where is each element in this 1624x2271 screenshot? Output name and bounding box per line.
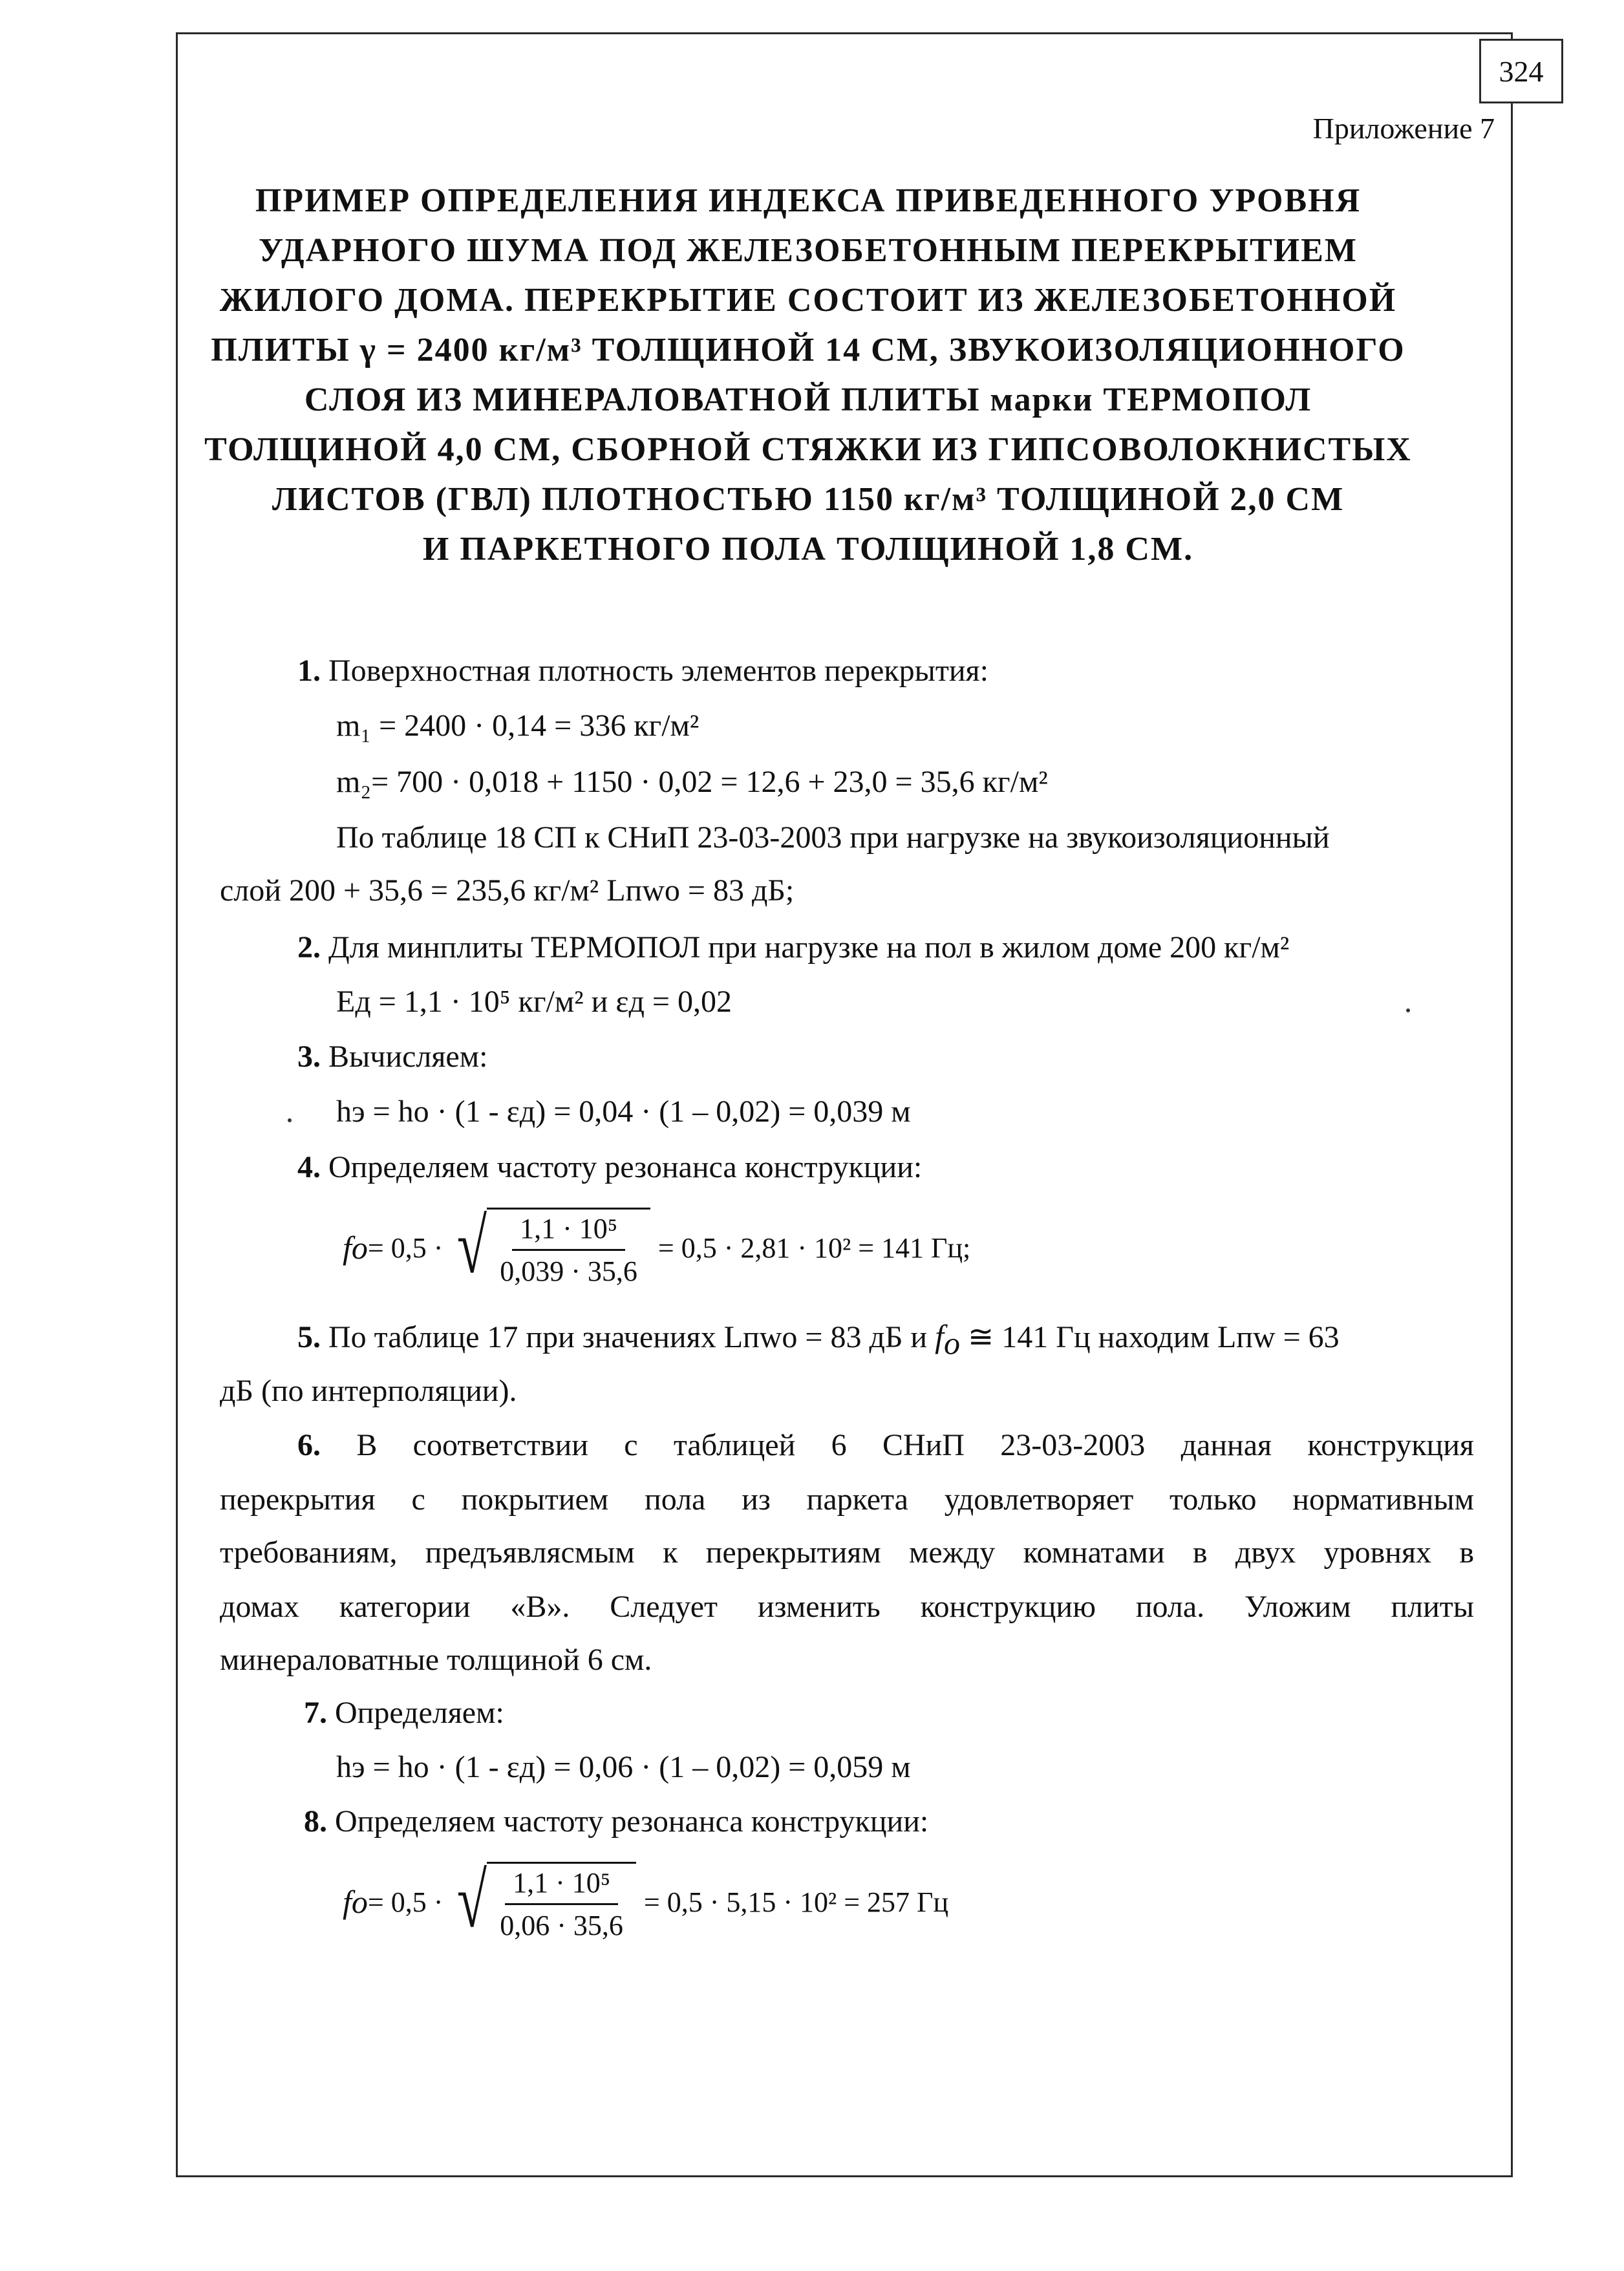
fraction	[487, 1862, 636, 1942]
scan-speck	[288, 1118, 292, 1122]
paragraph-line: домах категории «В». Следует изменить конструкцию пола. Уложим плиты	[220, 1590, 1474, 1624]
formula-result: = 0,5 · 5,15 · 10² = 257 Гц	[643, 1886, 948, 1918]
title-line: СЛОЯ ИЗ МИНЕРАЛОВАТНОЙ ПЛИТЫ марки ТЕРМОПОЛ	[304, 381, 1312, 418]
scan-speck	[1406, 1008, 1410, 1012]
item-3	[297, 1039, 487, 1074]
title-line: ПЛИТЫ γ = 2400 кг/м³ ТОЛЩИНОЙ 14 СМ, ЗВУКОИЗОЛЯЦИОННОГО	[211, 332, 1405, 368]
fraction	[487, 1208, 650, 1288]
formula-symbol: f	[343, 1884, 352, 1920]
item-text: По таблице 17 при значениях Lпwo = 83 дБ и	[321, 1320, 935, 1354]
formula-coefficient: = 0,5 ·	[367, 1231, 443, 1264]
item-5	[297, 1317, 1340, 1361]
item-number: 8.	[304, 1804, 327, 1839]
formula-h7: hэ = hо · (1 - εд) = 0,06 · (1 – 0,02) = 0,059 м	[336, 1750, 911, 1784]
item-4	[297, 1149, 922, 1185]
title-line: ЖИЛОГО ДОМА. ПЕРЕКРЫТИЕ СОСТОИТ ИЗ ЖЕЛЕЗОБЕТОННОЙ	[219, 282, 1397, 319]
item-number: 3.	[297, 1040, 321, 1074]
item-2	[297, 930, 1289, 965]
title-line: ЛИСТОВ (ГВЛ) ПЛОТНОСТЬЮ 1150 кг/м³ ТОЛЩИНОЙ 2,0 СМ	[272, 481, 1345, 518]
title-line: И ПАРКЕТНОГО ПОЛА ТОЛЩИНОЙ 1,8 СМ.	[422, 531, 1194, 568]
numerator: 1,1 · 10⁵	[505, 1864, 618, 1905]
item-7	[304, 1695, 504, 1731]
item-number: 2.	[297, 930, 321, 965]
item-number: 6.	[297, 1428, 321, 1462]
formula-subscript: o	[944, 1325, 961, 1361]
page-number: 324	[1479, 39, 1563, 103]
formula-m1: m₁ = 2400 · 0,14 = 336 кг/м²	[336, 709, 700, 743]
sqrt-sign: √ $\frac{\text{1,1 · 10⁵}}{0,039 \cdot 35,6}$	[451, 1208, 650, 1288]
paragraph-line: минераловатные толщиной 6 см.	[220, 1643, 652, 1677]
paragraph-line: перекрытия с покрытием пола из паркета удовлетворяет только нормативным	[220, 1482, 1474, 1517]
formula-f8: f o = 0,5 · √ $\frac{\text{1,1 · 10⁵}}{0,06 \cdot 35,6}$ = 0,5 · 5,15 · 10² = 257 Гц	[343, 1857, 948, 1943]
formula-e: Ед = 1,1 · 10⁵ кг/м² и εд = 0,02	[336, 985, 732, 1019]
formula-coefficient: = 0,5 ·	[367, 1886, 443, 1918]
item-number: 4.	[297, 1150, 321, 1184]
sqrt-sign: √ $\frac{\text{1,1 · 10⁵}}{0,06 \cdot 35,6}$	[451, 1862, 636, 1942]
formula-m2: m₂= 700 · 0,018 + 1150 · 0,02 = 12,6 + 23,0 = 35,6 кг/м²	[336, 765, 1048, 799]
document-title	[194, 176, 1422, 574]
formula-symbol: f	[343, 1230, 352, 1266]
title-line: ТОЛЩИНОЙ 4,0 СМ, СБОРНОЙ СТЯЖКИ ИЗ ГИПСОВОЛОКНИСТЫХ	[204, 431, 1412, 468]
paragraph-line: По таблице 18 СП к СНиП 23-03-2003 при нагрузке на звукоизоляционный	[336, 820, 1330, 855]
appendix-label: Приложение 7	[1312, 112, 1495, 145]
denominator: 0,039 · 35,6	[500, 1255, 637, 1287]
item-1	[297, 653, 988, 688]
item-8	[304, 1804, 928, 1839]
denominator: 0,06 · 35,6	[500, 1910, 623, 1941]
formula-result: = 0,5 · 2,81 · 10² = 141 Гц;	[657, 1231, 971, 1264]
item-6	[220, 1427, 1474, 1463]
paragraph-line: дБ (по интерполяции).	[220, 1374, 517, 1408]
title-line: ПРИМЕР ОПРЕДЕЛЕНИЯ ИНДЕКСА ПРИВЕДЕННОГО УРОВНЯ	[255, 182, 1362, 219]
item-number: 1.	[297, 654, 321, 688]
item-text: Поверхностная плотность элементов перекрытия:	[321, 654, 988, 688]
formula-f4: f o = 0,5 · √ $\frac{\text{1,1 · 10⁵}}{0,039 \cdot 35,6}$ = 0,5 · 2,81 · 10² = 141 Гц;	[343, 1203, 971, 1289]
item-text: ≅ 141 Гц находим Lпw = 63	[960, 1320, 1340, 1354]
item-text: Для минплиты ТЕРМОПОЛ при нагрузке на пол в жилом доме 200 кг/м²	[321, 930, 1290, 965]
formula-symbol: f	[935, 1318, 945, 1354]
item-text: Определяем:	[327, 1696, 504, 1730]
paragraph-line: слой 200 + 35,6 = 235,6 кг/м² Lпwo = 83 дБ;	[220, 873, 795, 908]
formula-h3: hэ = hо · (1 - εд) = 0,04 · (1 – 0,02) = 0,039 м	[336, 1094, 911, 1129]
item-number: 7.	[304, 1696, 327, 1730]
item-text: Определяем частоту резонанса конструкции:	[327, 1804, 929, 1839]
item-text: В соответствии с таблицей 6 СНиП 23-03-2003 данная конструкция	[321, 1428, 1474, 1462]
paragraph-line: требованиям, предъявлясмым к перекрытиям между комнатами в двух уровнях в	[220, 1535, 1474, 1570]
item-text: Вычисляем:	[321, 1040, 488, 1074]
item-number: 5.	[297, 1320, 321, 1354]
item-text: Определяем частоту резонанса конструкции:	[321, 1150, 923, 1184]
title-line: УДАРНОГО ШУМА ПОД ЖЕЛЕЗОБЕТОННЫМ ПЕРЕКРЫТИЕМ	[258, 232, 1358, 269]
numerator: 1,1 · 10⁵	[512, 1210, 625, 1251]
